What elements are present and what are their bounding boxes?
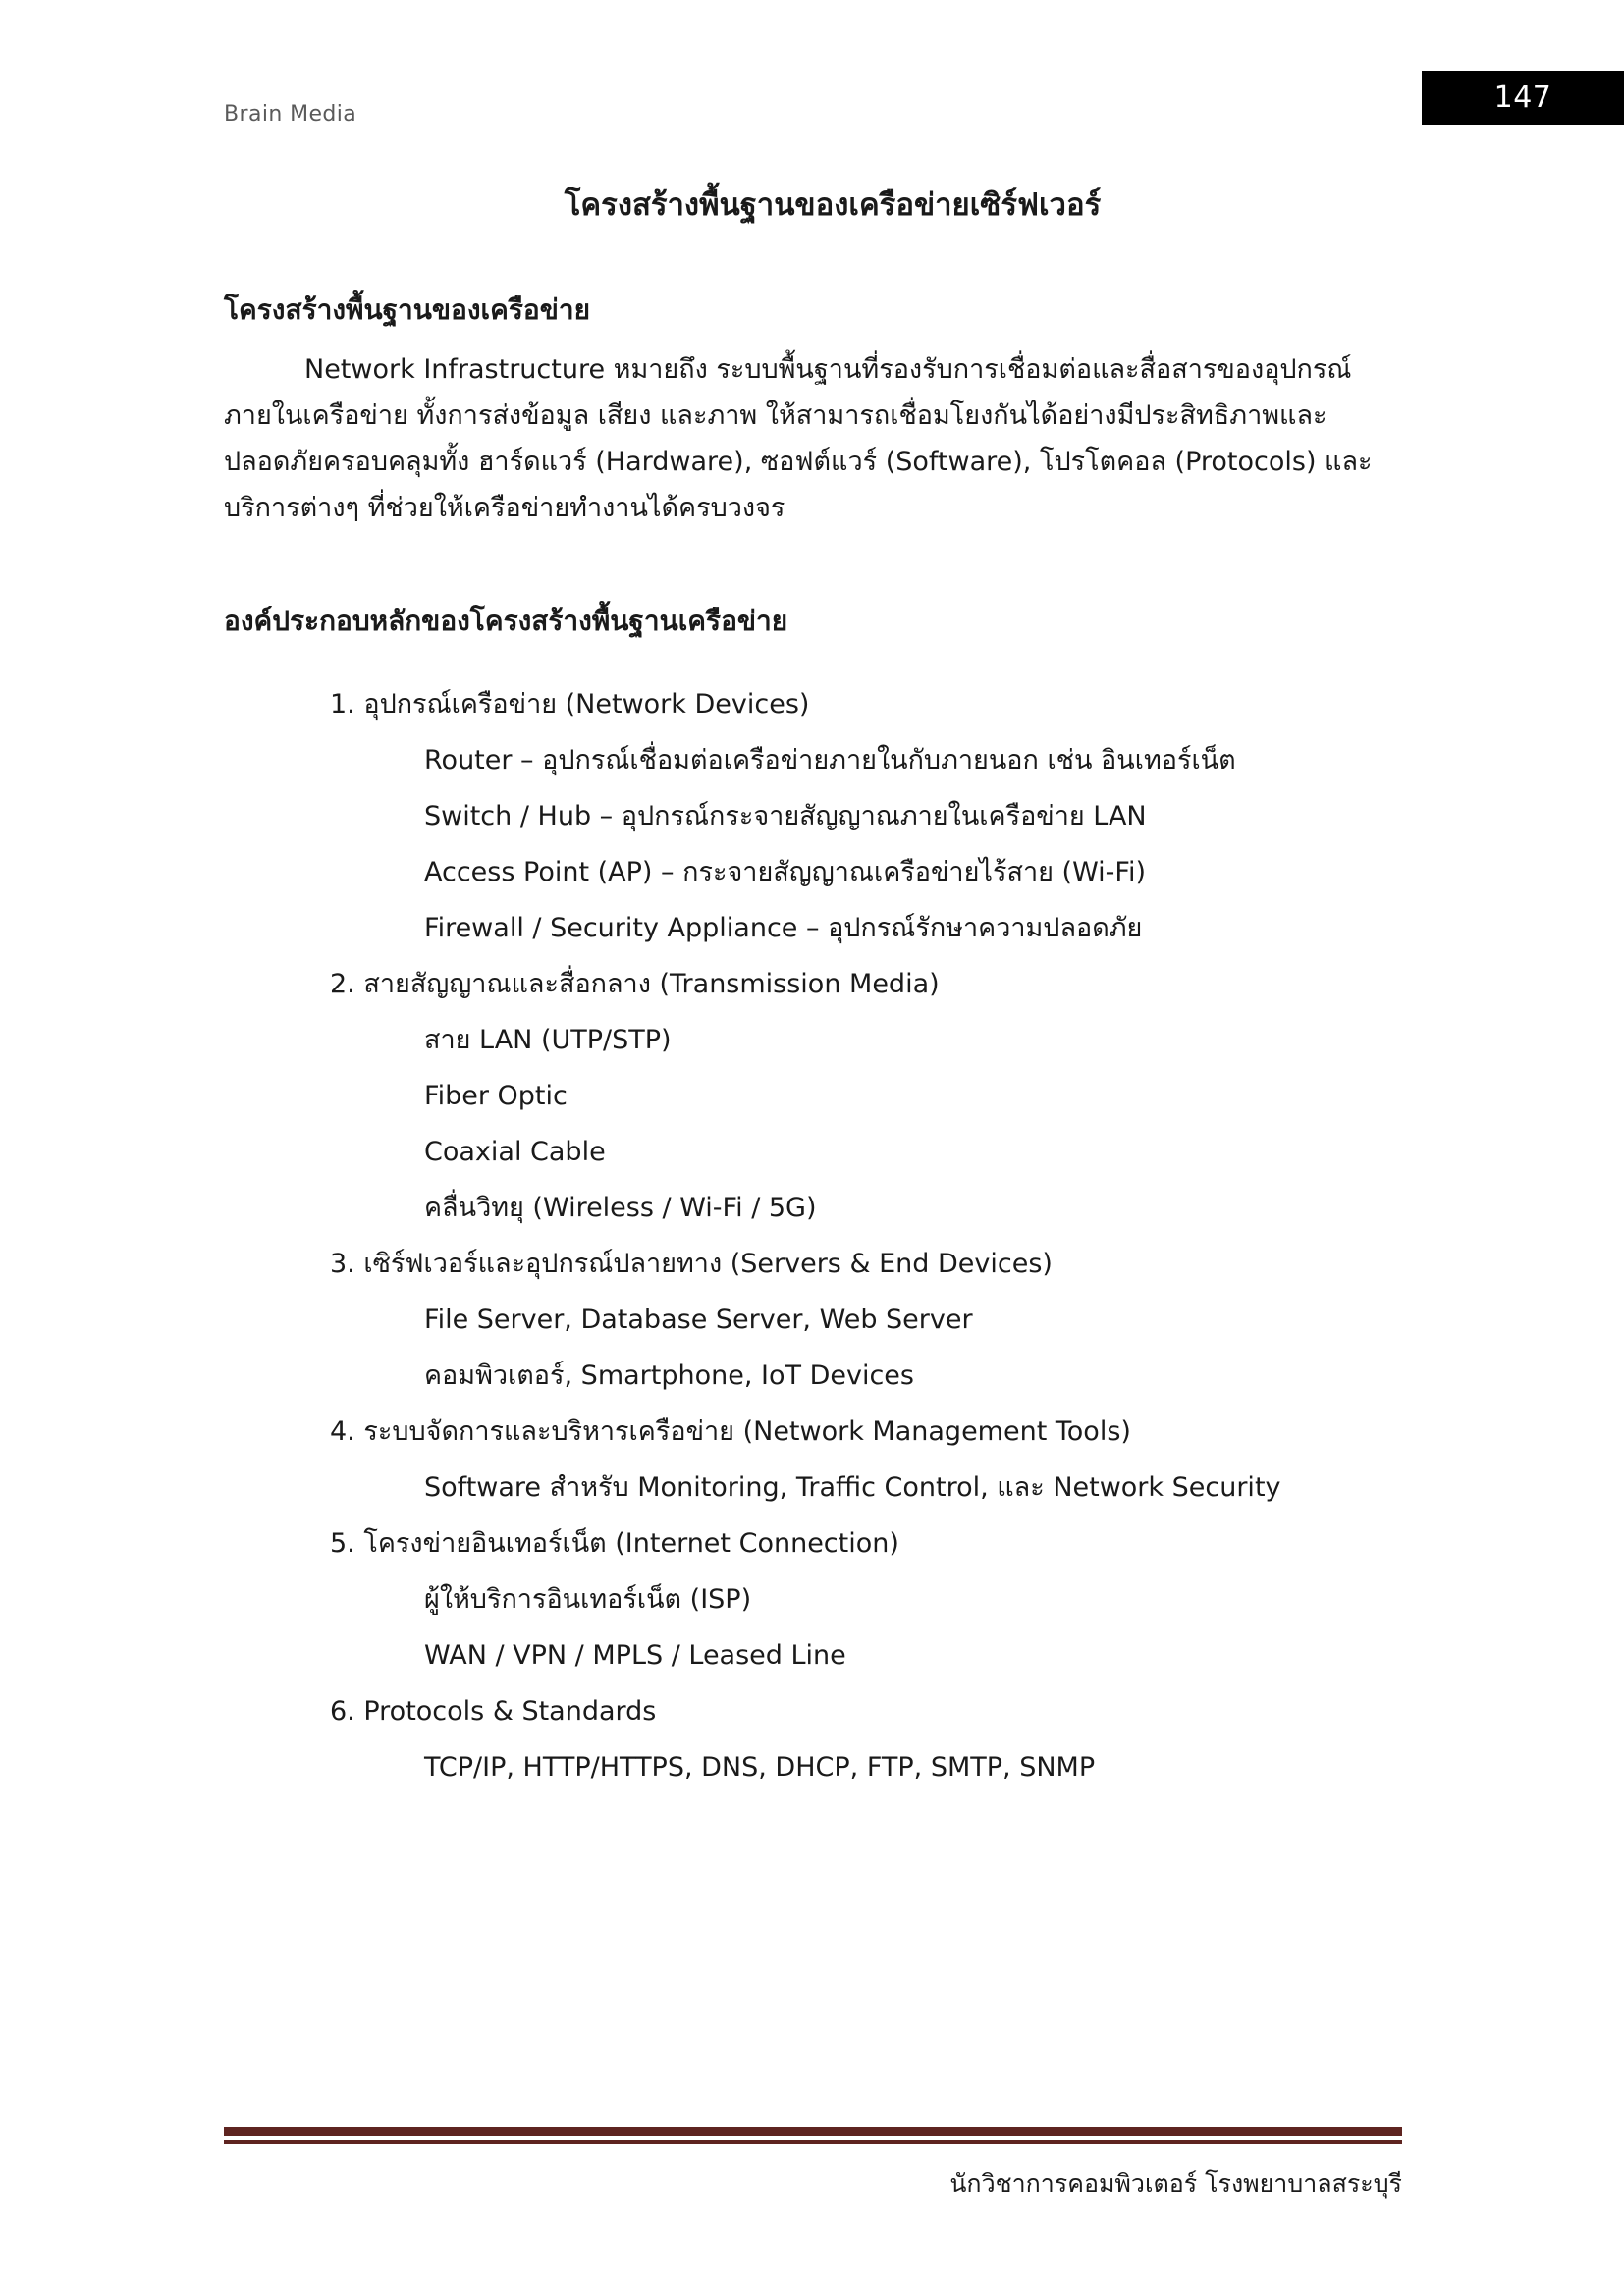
heading-spacer bbox=[224, 658, 1402, 691]
page-title: โครงสร้างพื้นฐานของเครือข่ายเซิร์ฟเวอร์ bbox=[564, 187, 1102, 223]
sub-list-item: WAN / VPN / MPLS / Leased Line bbox=[424, 1639, 846, 1671]
list-item-label bbox=[224, 1248, 1402, 1279]
overview-paragraph-line-3 bbox=[224, 439, 1402, 485]
list-item-number: 1. bbox=[330, 688, 355, 720]
paragraph-line-text: ภายในเครือข่าย ทั้งการส่งข้อมูล เสียง และภาพ ให้สามารถเชื่อมโยงกันได้อย่างมีประสิทธิภาพและ bbox=[224, 400, 1327, 431]
list-item-text: สายสัญญาณและสื่อกลาง (Transmission Media) bbox=[363, 968, 940, 999]
list-item-label bbox=[224, 1527, 1402, 1559]
paragraph-line-text: Network Infrastructure หมายถึง ระบบพื้นฐานที่รองรับการเชื่อมต่อและสื่อสารของอุปกรณ์ bbox=[304, 353, 1352, 385]
footer-divider-thin bbox=[224, 2140, 1402, 2144]
paragraph-line-text: บริการต่างๆ ที่ช่วยให้เครือข่ายทำงานได้ครบวงจร bbox=[224, 493, 785, 524]
list-item-number: 4. bbox=[330, 1415, 355, 1447]
sub-list bbox=[224, 1304, 1402, 1391]
page-number-badge: 147 bbox=[1422, 71, 1624, 125]
sub-list bbox=[224, 744, 1402, 943]
list-item-label bbox=[224, 1695, 1402, 1727]
list-item-text: อุปกรณ์เครือข่าย (Network Devices) bbox=[363, 688, 810, 720]
list-item bbox=[224, 1527, 1402, 1671]
sub-list bbox=[224, 1583, 1402, 1671]
sub-list bbox=[224, 1471, 1402, 1503]
section-spacer bbox=[224, 532, 1402, 601]
sub-list-item: Fiber Optic bbox=[424, 1080, 568, 1111]
list-item-text: โครงข่ายอินเทอร์เน็ต (Internet Connection) bbox=[363, 1527, 899, 1559]
sub-list-item: Switch / Hub – อุปกรณ์กระจายสัญญาณภายในเครือข่าย LAN bbox=[424, 800, 1147, 831]
sub-list bbox=[224, 1024, 1402, 1223]
list-item-text: ระบบจัดการและบริหารเครือข่าย (Network Management Tools) bbox=[363, 1415, 1131, 1447]
overview-paragraph-line-1 bbox=[224, 347, 1402, 393]
list-item-number: 5. bbox=[330, 1527, 355, 1559]
sub-list-item: Router – อุปกรณ์เชื่อมต่อเครือข่ายภายในกับภายนอก เช่น อินเทอร์เน็ต bbox=[424, 744, 1236, 775]
section-heading-overview: โครงสร้างพื้นฐานของเครือข่าย bbox=[224, 293, 590, 326]
list-item-text: เซิร์ฟเวอร์และอุปกรณ์ปลายทาง (Servers & End Devices) bbox=[363, 1248, 1053, 1279]
sub-list-item: สาย LAN (UTP/STP) bbox=[424, 1024, 672, 1055]
sub-list-item: ผู้ให้บริการอินเทอร์เน็ต (ISP) bbox=[424, 1583, 752, 1615]
sub-list-item: File Server, Database Server, Web Server bbox=[424, 1304, 973, 1335]
header-brand-label: Brain Media bbox=[224, 102, 357, 127]
list-item bbox=[224, 688, 1402, 943]
list-item bbox=[224, 968, 1402, 1223]
document-body bbox=[224, 183, 1402, 1810]
list-item-number: 2. bbox=[330, 968, 355, 999]
sub-list bbox=[224, 1751, 1402, 1783]
list-item-label bbox=[224, 968, 1402, 999]
list-item bbox=[224, 1695, 1402, 1783]
page-footer bbox=[224, 2127, 1402, 2203]
sub-list-item: Access Point (AP) – กระจายสัญญาณเครือข่ายไร้สาย (Wi-Fi) bbox=[424, 856, 1147, 887]
sub-list-item: คอมพิวเตอร์, Smartphone, IoT Devices bbox=[424, 1360, 914, 1391]
paragraph-line-text: ปลอดภัยครอบคลุมทั้ง ฮาร์ดแวร์ (Hardware), ซอฟต์แวร์ (Software), โปรโตคอล (Protocols) และ bbox=[224, 447, 1373, 477]
list-item-number: 3. bbox=[330, 1248, 355, 1279]
list-item bbox=[224, 1248, 1402, 1391]
overview-paragraph-line-4 bbox=[224, 485, 1402, 531]
footer-divider-thick bbox=[224, 2127, 1402, 2136]
sub-list-item: Software สำหรับ Monitoring, Traffic Control, และ Network Security bbox=[424, 1471, 1281, 1503]
sub-list-item: คลื่นวิทยุ (Wireless / Wi-Fi / 5G) bbox=[424, 1192, 817, 1223]
list-item-label bbox=[224, 688, 1402, 720]
components-list bbox=[224, 688, 1402, 1783]
list-item-label bbox=[224, 1415, 1402, 1447]
section-heading-components: องค์ประกอบหลักของโครงสร้างพื้นฐานเครือข่าย bbox=[224, 604, 788, 637]
list-item bbox=[224, 1415, 1402, 1503]
overview-paragraph-line-2 bbox=[224, 393, 1402, 439]
sub-list-item: Coaxial Cable bbox=[424, 1136, 606, 1167]
page-header bbox=[0, 0, 1624, 167]
sub-list-item: Firewall / Security Appliance – อุปกรณ์รักษาความปลอดภัย bbox=[424, 912, 1143, 943]
list-item-text: Protocols & Standards bbox=[363, 1695, 657, 1727]
list-item-number: 6. bbox=[330, 1695, 355, 1727]
sub-list-item: TCP/IP, HTTP/HTTPS, DNS, DHCP, FTP, SMTP, SNMP bbox=[424, 1751, 1096, 1783]
footer-label: นักวิชาการคอมพิวเตอร์ โรงพยาบาลสระบุรี bbox=[949, 2168, 1402, 2198]
